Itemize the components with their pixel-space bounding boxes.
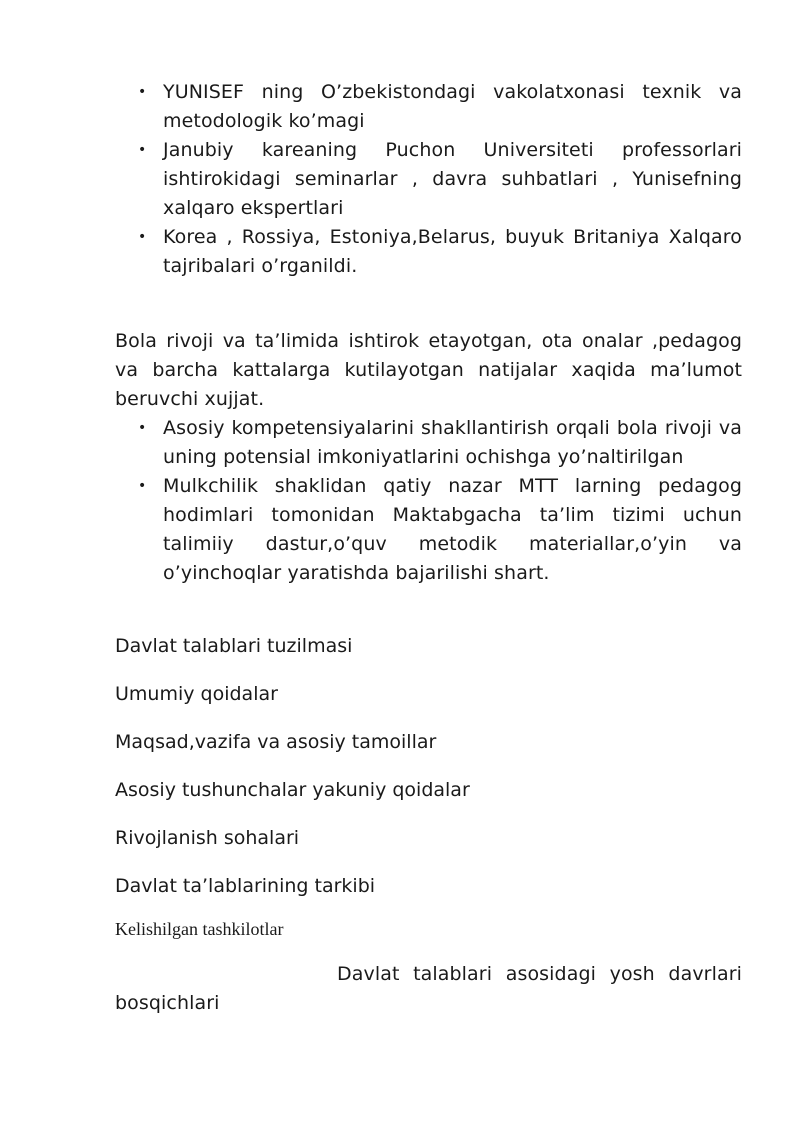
intro-paragraph: Bola rivoji va ta’limida ishtirok etayotgan, ota onalar ,pedagog va barcha kattalarga kutilayotgan natijalar xaqida ma’lumot beruvchi xujjat. (115, 330, 742, 410)
bullet-list-mid (115, 414, 742, 588)
bullet-icon: • (138, 229, 147, 245)
section-heading: Davlat talablari tuzilmasi (115, 635, 353, 657)
section-heading: Davlat ta’lablarining tarkibi (115, 875, 376, 897)
list-item-text: Korea , Rossiya, Estoniya,Belarus, buyuk Britaniya Xalqaro tajribalari o’rganildi. (163, 226, 742, 277)
section-heading: Asosiy tushunchalar yakuniy qoidalar (115, 779, 470, 801)
bullet-icon: • (138, 84, 147, 100)
section-heading: Maqsad,vazifa va asosiy tamoillar (115, 731, 437, 753)
document-page (115, 78, 742, 1037)
list-item-text: Janubiy kareaning Puchon Universiteti professorlari ishtirokidagi seminarlar , davra suhbatlari , Yunisefning xalqaro ekspertlari (163, 139, 742, 219)
list-item (115, 78, 742, 136)
bullet-icon: • (138, 478, 147, 494)
section-heading: Umumiy qoidalar (115, 683, 278, 705)
list-item-text: Mulkchilik shaklidan qatiy nazar MTT larning pedagog hodimlari tomonidan Maktabgacha ta’lim tizimi uchun talimiiy dastur,o’quv metodik materiallar,o’yin va o’yinchoqlar yaratishda bajarilishi shart. (163, 475, 742, 584)
list-item (115, 414, 742, 472)
list-item (115, 472, 742, 588)
bullet-icon: • (138, 420, 147, 436)
list-item (115, 223, 742, 281)
bullet-list-top (115, 78, 742, 281)
bullet-icon: • (138, 142, 147, 158)
serif-heading: Kelishilgan tashkilotlar (115, 919, 284, 939)
section-heading: Rivojlanish sohalari (115, 827, 300, 849)
closing-paragraph: Davlat talablari asosidagi yosh davrlari bosqichlari (115, 963, 742, 1014)
list-item-text: Asosiy kompetensiyalarini shakllantirish orqali bola rivoji va uning potensial imkoniyatlarini ochishga yo’naltirilgan (163, 417, 742, 468)
list-item (115, 136, 742, 223)
list-item-text: YUNISEF ning O’zbekistondagi vakolatxonasi texnik va metodologik ko’magi (163, 81, 742, 132)
